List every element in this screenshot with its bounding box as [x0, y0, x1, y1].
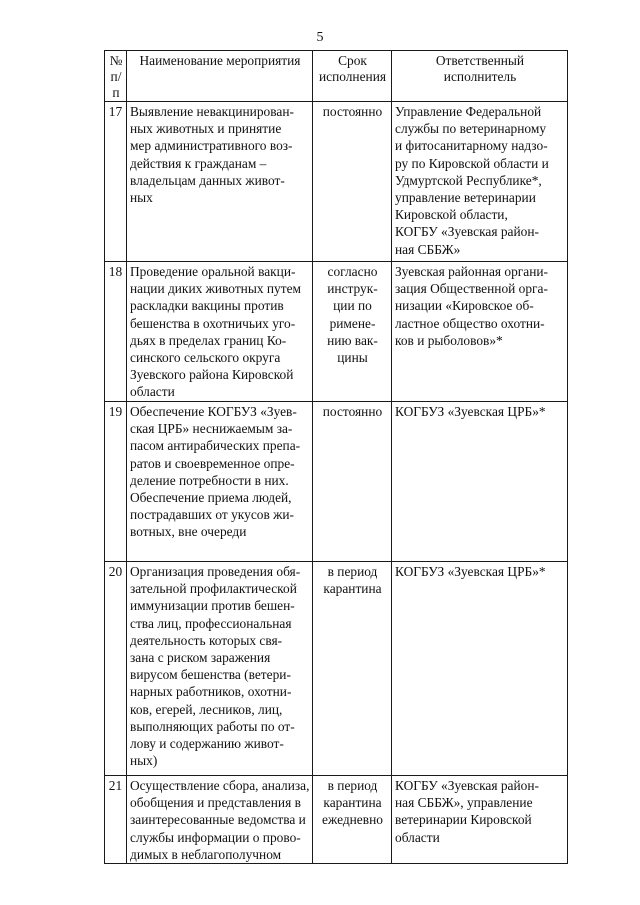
measure-name: Осуществление сбора, анализа, обобщения и представления в заинтересованные ведомства и службы информации о прово- димых в неблагополучном — [127, 776, 313, 864]
measure-term: в период карантина — [313, 562, 392, 776]
row-number: 21 — [105, 776, 127, 864]
table-row — [105, 402, 568, 562]
header-term: Срок исполнения — [313, 51, 392, 102]
table-header-row — [105, 51, 568, 102]
measure-name: Проведение оральной вакци- нации диких животных путем раскладки вакцины против бешенства в охотничьих уго- дьях в пределах границ Ко- синского сельского округа Зуевского района Кировской области — [127, 262, 313, 402]
table-row — [105, 776, 568, 864]
measure-responsible: КОГБУ «Зуевская район- ная СББЖ», управление ветеринарии Кировской области — [392, 776, 568, 864]
page-number: 5 — [316, 30, 324, 45]
measure-responsible: Зуевская районная органи- зация Общественной орга- низации «Кировское об- ластное общество охотни- ков и рыболовов»* — [392, 262, 568, 402]
header-num: № п/п — [105, 51, 127, 102]
measure-responsible: КОГБУЗ «Зуевская ЦРБ»* — [392, 402, 568, 562]
measure-term: согласно инструк- ции по римене- нию вак- цины — [313, 262, 392, 402]
measure-term: в период карантина ежедневно — [313, 776, 392, 864]
measure-name: Обеспечение КОГБУЗ «Зуев- ская ЦРБ» неснижаемым за- пасом антирабических препа- ратов и своевременное опре- деление потребности в них. Обеспечение приема людей, пострадавших от укусов жи- вотных, вне очереди — [127, 402, 313, 562]
row-number: 19 — [105, 402, 127, 562]
measure-name: Выявление невакцинирован- ных животных и принятие мер административного воз- действия к гражданам – владельцам данных живот- ных — [127, 102, 313, 262]
measure-responsible: Управление Федеральной службы по ветеринарному и фитосанитарному надзо- ру по Кировской области и Удмуртской Республике*, управление ветеринарии Кировской области, КОГБУ «Зуевская район- ная СББЖ» — [392, 102, 568, 262]
header-responsible: Ответственный исполнитель — [392, 51, 568, 102]
measure-responsible: КОГБУЗ «Зуевская ЦРБ»* — [392, 562, 568, 776]
header-name: Наименование мероприятия — [127, 51, 313, 102]
row-number: 17 — [105, 102, 127, 262]
table-row — [105, 102, 568, 262]
row-number: 18 — [105, 262, 127, 402]
table-row — [105, 562, 568, 776]
measure-name: Организация проведения обя- зательной профилактической иммунизации против бешен- ства лиц, профессиональная деятельность которых свя- зана с риском заражения вирусом бешенства (ветери- нарных работников, охотни- ков, егерей, лесников, лиц, выполняющих работы по от- лову и содержанию живот- ных) — [127, 562, 313, 776]
measure-term: постоянно — [313, 102, 392, 262]
measure-term: постоянно — [313, 402, 392, 562]
table-row — [105, 262, 568, 402]
row-number: 20 — [105, 562, 127, 776]
measures-table — [104, 50, 568, 864]
